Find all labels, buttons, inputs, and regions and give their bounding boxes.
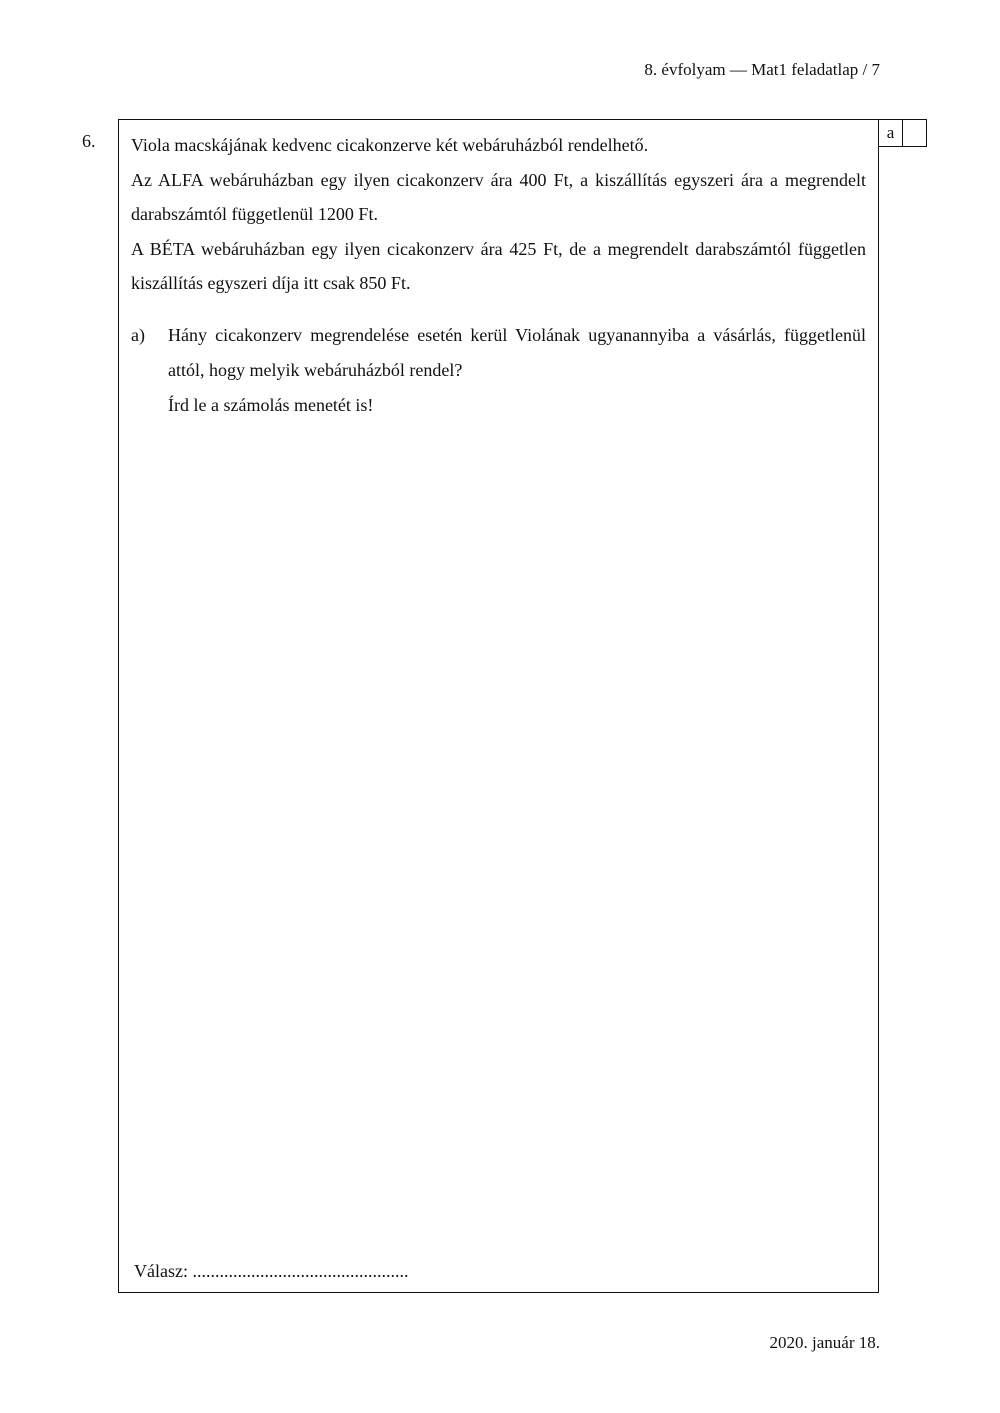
task-number: 6. [82, 131, 96, 151]
page-header: 8. évfolyam — Mat1 feladatlap / 7 [644, 60, 880, 79]
task-intro [131, 128, 866, 301]
score-box [879, 119, 927, 147]
subtask-label: a) [131, 325, 145, 345]
intro-paragraph: Az ALFA webáruházban egy ilyen cicakonzerv ára 400 Ft, a kiszállítás egyszeri ára a megrendelt darabszámtól függetlenül 1200 Ft. [131, 169, 866, 224]
page-footer-date: 2020. január 18. [769, 1333, 880, 1352]
subtask-question: Hány cicakonzerv megrendelése esetén kerül Violának ugyanannyiba a vásárlás, függetlenül attól, hogy melyik webáruházból rendel? [168, 325, 866, 380]
intro-paragraph: Viola macskájának kedvenc cicakonzerve két webáruházból rendelhető. [131, 135, 649, 155]
score-label: a [879, 119, 903, 147]
answer-line[interactable]: Válasz: ................................................ [134, 1261, 409, 1281]
subtask-instruction: Írd le a számolás menetét is! [168, 395, 374, 415]
intro-paragraph: A BÉTA webáruházban egy ilyen cicakonzerv ára 425 Ft, de a megrendelt darabszámtól független kiszállítás egyszeri díja itt csak 850 Ft. [131, 238, 866, 293]
score-field[interactable] [903, 119, 927, 147]
subtask-a [131, 318, 866, 423]
subtask-body [168, 318, 866, 423]
